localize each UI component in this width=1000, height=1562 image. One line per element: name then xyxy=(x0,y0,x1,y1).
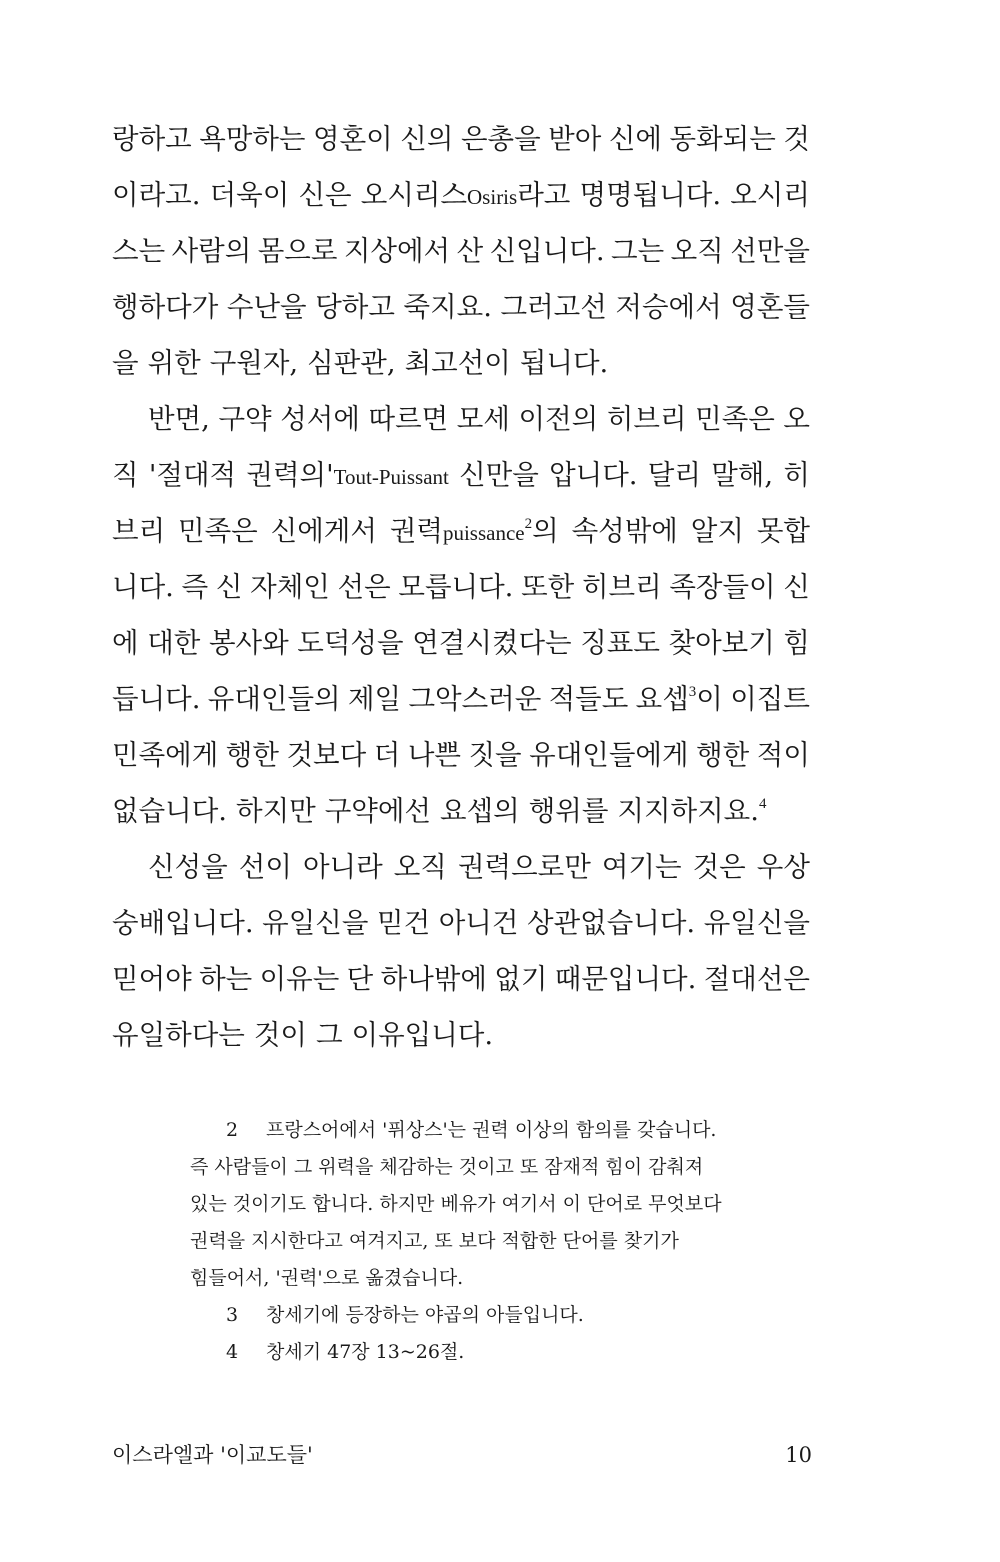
word: 신 xyxy=(215,571,243,603)
footnote-number: 3 xyxy=(226,1304,239,1326)
footnote-text: 창세기 47장 13~26절. xyxy=(266,1341,465,1363)
word: 오 xyxy=(783,403,810,435)
word: 직 xyxy=(112,459,139,491)
word: 성서에 xyxy=(280,403,360,435)
footnote-line: 힘들어서, '권력'으로 옮겼습니다. xyxy=(190,1267,464,1289)
word: 수난을 xyxy=(226,291,307,323)
word: 자체인 xyxy=(250,571,330,603)
footnote-3 xyxy=(226,1300,584,1330)
word: 그악스러운 xyxy=(408,683,542,715)
word: 말해, xyxy=(711,459,774,491)
word: 권력의'Tout-Puissant xyxy=(246,459,449,491)
footnote-number: 4 xyxy=(226,1341,239,1363)
word: 봉사와 xyxy=(208,627,289,659)
word: 신은 xyxy=(298,179,352,211)
word: 제일 xyxy=(347,683,402,715)
word: 오시리스Osiris라고 xyxy=(360,179,571,211)
word: 더욱이 xyxy=(209,179,290,211)
word: 최고선이 xyxy=(404,347,511,379)
word: 그러고선 xyxy=(500,291,607,323)
word: 이집트 xyxy=(730,683,810,715)
body-line xyxy=(148,399,810,439)
word: 반면, xyxy=(148,403,210,435)
word: 산 xyxy=(456,235,484,267)
word: 신에 xyxy=(608,123,662,155)
word: 것이 xyxy=(253,1019,307,1051)
word: 받아 xyxy=(548,123,602,155)
word: 힘 xyxy=(783,627,810,659)
word: 도덕성을 xyxy=(297,627,404,659)
word: 속성밖에 xyxy=(571,515,678,547)
word: 오직 xyxy=(670,235,724,267)
word: 그 xyxy=(315,1019,343,1051)
word: 당하고 xyxy=(315,291,395,323)
word: 압니다. xyxy=(549,459,638,491)
word: 그는 xyxy=(611,235,665,267)
word: 민족은 xyxy=(178,515,258,547)
word: 이유입니다. xyxy=(351,1019,494,1051)
word: 유일하다는 xyxy=(112,1019,245,1051)
word: 때문입니다. xyxy=(554,963,697,995)
word: 하지만 xyxy=(236,795,316,827)
word: 상관없습니다. xyxy=(527,907,696,939)
body-line xyxy=(148,847,810,887)
word: 에 xyxy=(112,627,139,659)
word: 하나밖에 xyxy=(380,963,487,995)
body-line xyxy=(112,903,810,943)
word: 아니라 xyxy=(302,851,383,883)
word: 권력으로만 xyxy=(457,851,591,883)
word: 여기는 xyxy=(601,851,682,883)
word: 구약 xyxy=(218,403,272,435)
word: 행위를 xyxy=(528,795,609,827)
footnote-4 xyxy=(226,1337,464,1367)
word: 죽지요. xyxy=(403,291,492,323)
word: 유대인들의 xyxy=(207,683,341,715)
word: 나쁜 xyxy=(407,739,461,771)
word: '절대적 xyxy=(148,459,237,491)
footnote-line: 권력을 지시한다고 여겨지고, 또 보다 적합한 단어를 찾기가 xyxy=(190,1230,679,1252)
footnote-2 xyxy=(226,1115,716,1145)
word: 행한 xyxy=(225,739,279,771)
word: 것보다 xyxy=(286,739,367,771)
word: 민족에게 xyxy=(112,739,219,771)
body-line xyxy=(112,175,810,215)
word: 선은 xyxy=(337,571,391,603)
body-line xyxy=(112,511,810,551)
footnote-number: 2 xyxy=(226,1119,239,1141)
body-line xyxy=(112,735,810,775)
body-line xyxy=(112,287,810,327)
word: 됩니다. xyxy=(519,347,609,379)
word: 이유는 xyxy=(259,963,340,995)
word: 신의 xyxy=(400,123,454,155)
word: 듭니다. xyxy=(112,683,201,715)
word: 유일신을 xyxy=(703,907,810,939)
page-number: 10 xyxy=(785,1443,812,1467)
word: 믿건 xyxy=(377,907,431,939)
body-line xyxy=(112,679,810,719)
word: 사람의 xyxy=(171,235,252,267)
word: 아니건 xyxy=(438,907,519,939)
word: 오시리 xyxy=(730,179,810,211)
word: 모세 xyxy=(456,403,510,435)
word: 을 xyxy=(112,347,139,379)
word: 징표도 xyxy=(580,627,660,659)
footnote-text: 프랑스어에서 '퓌상스'는 권력 이상의 함의를 갖습니다. xyxy=(266,1119,717,1141)
word: 짓을 xyxy=(468,739,522,771)
word: 심판관, xyxy=(307,347,396,379)
word: 신 xyxy=(783,571,810,603)
word: 구원자, xyxy=(209,347,299,379)
word: 랑하고 xyxy=(112,123,192,155)
word: 명명됩니다. xyxy=(579,179,722,211)
footnote-line: 있는 것이기도 합니다. 하지만 베유가 여기서 이 단어로 무엇보다 xyxy=(190,1193,722,1215)
word: 또한 xyxy=(521,571,575,603)
word: 유대인들에게 xyxy=(529,739,689,771)
body-line xyxy=(112,623,810,663)
footnote-line: 즉 사람들이 그 위력을 체감하는 것이고 또 잠재적 힘이 감춰져 xyxy=(190,1156,704,1178)
word: 니다. xyxy=(112,571,174,603)
word: 연결시켰다는 xyxy=(412,627,572,659)
word: 지지하지요.$^4$ xyxy=(617,795,767,827)
body-line xyxy=(112,791,810,831)
word: 적이 xyxy=(756,739,810,771)
word: 대한 xyxy=(147,627,201,659)
word: 달리 xyxy=(647,459,701,491)
word: 요셉의 xyxy=(439,795,520,827)
word: 적들도 xyxy=(548,683,629,715)
word: 따르면 xyxy=(368,403,449,435)
word: 구약에선 xyxy=(324,795,431,827)
word: 단 xyxy=(346,963,374,995)
word: 선만을 xyxy=(730,235,810,267)
body-line xyxy=(112,1015,810,1055)
word: 신입니다. xyxy=(489,235,605,267)
word: 것 xyxy=(783,123,810,155)
word: 히브리 xyxy=(581,571,662,603)
word: 유일신을 xyxy=(262,907,369,939)
word: 영혼이 xyxy=(313,123,393,155)
word: 없기 xyxy=(494,963,548,995)
body-line xyxy=(112,455,810,495)
word: 하는 xyxy=(199,963,253,995)
body-line xyxy=(112,959,810,999)
word: 신성을 xyxy=(148,851,228,883)
word: 은총을 xyxy=(460,123,541,155)
word: 것은 xyxy=(692,851,746,883)
word: 동화되는 xyxy=(669,123,776,155)
word: 브리 xyxy=(112,515,166,547)
word: 신만을 xyxy=(459,459,539,491)
word: 믿어야 xyxy=(112,963,192,995)
word: 지상에서 xyxy=(343,235,451,267)
body-line xyxy=(112,119,810,159)
word: 신에게서 xyxy=(270,515,377,547)
word: 행하다가 xyxy=(112,291,219,323)
word: 저승에서 xyxy=(615,291,722,323)
word: 우상 xyxy=(756,851,810,883)
word: 선이 xyxy=(238,851,292,883)
word: 영혼들 xyxy=(730,291,810,323)
word: 숭배입니다. xyxy=(112,907,254,939)
word: 히브리 xyxy=(606,403,687,435)
word: 즉 xyxy=(181,571,209,603)
word: 찾아보기 xyxy=(668,627,775,659)
body-line xyxy=(112,343,810,383)
body-line xyxy=(112,567,810,607)
word: 몸으로 xyxy=(257,235,338,267)
body-line xyxy=(112,231,810,271)
word: 이전의 xyxy=(518,403,599,435)
word: 모릅니다. xyxy=(398,571,514,603)
word: 요셉$^3$이 xyxy=(635,683,723,715)
word: 오직 xyxy=(393,851,447,883)
word: 절대선은 xyxy=(703,963,810,995)
word: 행한 xyxy=(696,739,750,771)
word: 알지 xyxy=(690,515,744,547)
word: 권력puissance$^2$의 xyxy=(389,515,559,547)
word: 더 xyxy=(373,739,401,771)
footnote-text: 창세기에 등장하는 야곱의 아들입니다. xyxy=(266,1304,584,1326)
word: 스는 xyxy=(112,235,166,267)
word: 이라고. xyxy=(112,179,201,211)
word: 없습니다. xyxy=(112,795,228,827)
word: 히 xyxy=(783,459,810,491)
word: 족장들이 xyxy=(669,571,776,603)
running-title: 이스라엘과 '이교도들' xyxy=(112,1443,313,1467)
word: 민족은 xyxy=(695,403,775,435)
word: 위한 xyxy=(147,347,201,379)
word: 못합 xyxy=(756,515,810,547)
word: 욕망하는 xyxy=(199,123,306,155)
